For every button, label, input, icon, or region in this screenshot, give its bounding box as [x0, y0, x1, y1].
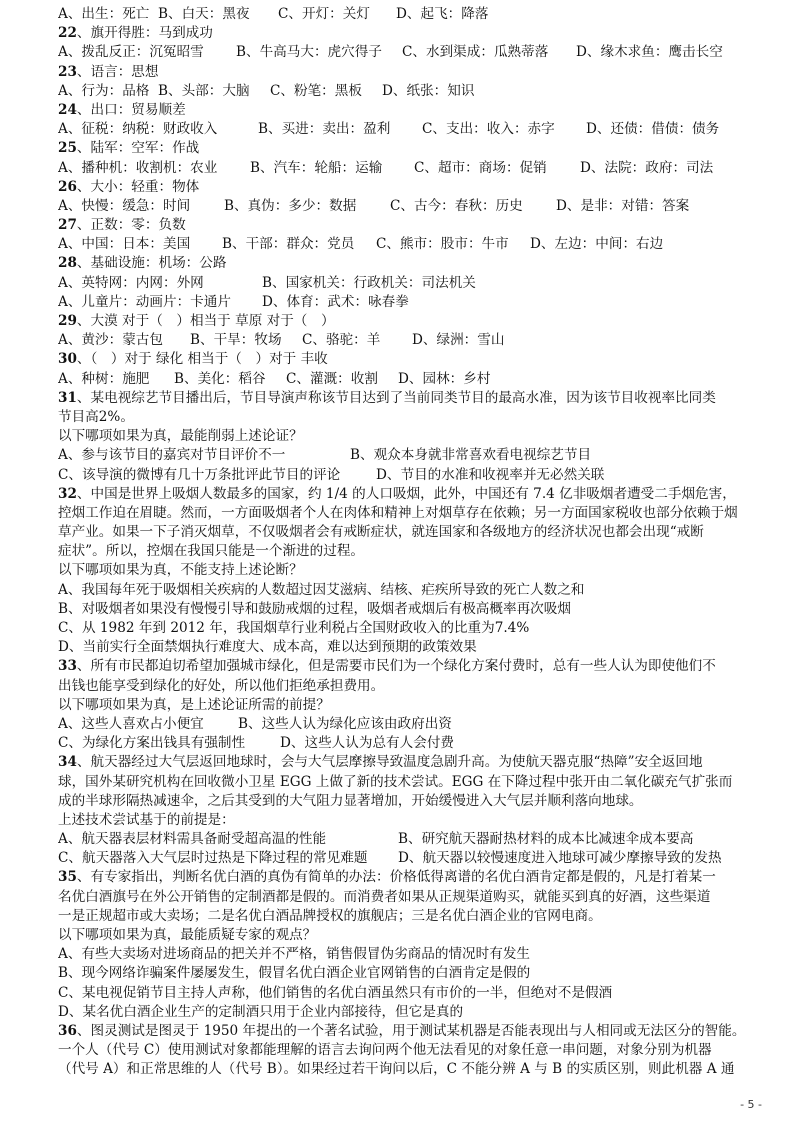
text-line: 以下哪项如果为真，最能质疑专家的观点？	[58, 927, 317, 943]
text-line: 症状”。所以，控烟在我国只能是一个渐进的过程。	[58, 543, 365, 560]
options-row	[58, 466, 760, 485]
text-line: 一个人（代号 C）使用测试对象都能理解的语言去询问两个他无法看见的对象任意一串问题，对象分别为机器	[58, 1042, 712, 1059]
text-line: 名优白酒旗号在外公开销售的定制酒都是假的。而消费者如果从正规渠道购买，就能买到真的好酒，这些渠道	[58, 888, 711, 905]
question-text: 、大漠 对于（ ）相当于 草原 对于（ ）	[76, 313, 335, 329]
options-row	[58, 197, 760, 216]
options-row	[58, 715, 760, 734]
options-row	[58, 235, 760, 254]
question-number: 28	[58, 255, 77, 272]
question-line	[58, 178, 760, 197]
options-row	[58, 159, 760, 178]
text-line: 球，国外某研究机构在回收微小卫星 EGG 上做了新的技术尝试。EGG 在下降过程中张开由二氧化碳充气扩张而	[58, 773, 733, 790]
answer-option: C、粉笔：黑板	[270, 82, 362, 99]
question-number: 26	[58, 178, 77, 195]
question-text: 、大小：轻重：物体	[76, 178, 200, 195]
question-line	[58, 350, 760, 369]
answer-option: B、白天：黑夜	[158, 6, 250, 22]
question-text: 、某电视综艺节目播出后，节目导演声称该节目达到了当前同类节目的最高水准，因为该节目收视率比同类	[76, 389, 716, 406]
answer-option: D、航天器以较慢速度进入地球可减少摩擦导致的发热	[398, 850, 722, 867]
answer-option: A、参与该节目的嘉宾对节目评价不一	[58, 447, 286, 464]
answer-option: C、超市：商场：促销	[414, 159, 547, 176]
question-number: 32	[58, 485, 77, 502]
page-number: - 5 -	[740, 1098, 762, 1111]
answer-option: A、播种机：收割机：农业	[58, 159, 218, 176]
text-line: 节目高2%。	[58, 408, 134, 425]
question-text: 、正数：零：负数	[76, 217, 186, 234]
answer-option: B、买进：卖出：盈利	[258, 121, 391, 138]
answer-option: C、水到渠成：瓜熟蒂落	[402, 44, 549, 61]
answer-option: C、熊市：股市：牛市	[376, 236, 509, 253]
answer-option: C、该导演的微博有几十万条批评此节目的评论	[58, 466, 341, 483]
options-row	[58, 849, 760, 868]
answer-option: D、这些人认为总有人会付费	[280, 735, 455, 752]
answer-option: A、出生：死亡	[58, 6, 150, 22]
answer-option: C、支出：收入：赤字	[422, 121, 555, 138]
answer-option: B、牛高马大：虎穴得子	[236, 44, 382, 61]
answer-option: A、快慢：缓急：时间	[58, 197, 191, 214]
answer-option: C、开灯：关灯	[278, 6, 370, 22]
question-line	[58, 254, 760, 273]
text-line: B、对吸烟者如果没有慢慢引导和鼓励戒烟的过程，吸烟者戒烟后有极高概率再次吸烟	[58, 600, 571, 617]
text-line: 以下哪项如果为真，最能削弱上述论证？	[58, 428, 303, 445]
question-number: 23	[58, 63, 77, 80]
question-number: 31	[58, 389, 77, 406]
answer-option: B、这些人认为绿化应该由政府出资	[238, 715, 452, 732]
question-number: 27	[58, 217, 77, 234]
question-number: 36	[58, 1022, 77, 1039]
answer-option: A、这些人喜欢占小便宜	[58, 715, 204, 732]
options-row	[58, 82, 760, 101]
question-text: 、航天器经过大气层返回地球时，会与大气层摩擦导致温度急剧升高。为使航天器克服“热障”安全返回地	[76, 754, 703, 771]
answer-option: A、征税：纳税：财政收入	[58, 121, 218, 138]
question-number: 24	[58, 101, 77, 118]
text-line: 控烟工作迫在眉睫。然而，一方面吸烟者个人在肉体和精神上对烟草存在依赖；另一方面国家税收也部分依赖于烟	[58, 504, 738, 521]
question-text: 、出口：贸易顺差	[76, 101, 186, 118]
text-line: 出钱也能享受到绿化的好处，所以他们拒绝承担费用。	[58, 677, 385, 694]
answer-option: D、绿洲：雪山	[412, 332, 505, 349]
answer-option: C、为绿化方案出钱具有强制性	[58, 735, 246, 752]
question-number: 22	[58, 25, 77, 42]
text-line: 成的半球形隔热减速伞，之后其受到的大气阻力显著增加，开始缓慢进入大气层并顺利落向地球。	[58, 792, 643, 809]
options-row	[58, 5, 760, 24]
answer-option: C、航天器落入大气层时过热是下降过程的常见难题	[58, 850, 368, 867]
question-text: 、语言：思想	[76, 63, 159, 80]
answer-option: C、古今：春秋：历史	[390, 197, 523, 214]
text-line: D、当前实行全面禁烟执行难度大、成本高，难以达到预期的政策效果	[58, 639, 477, 656]
text-line: C、从 1982 年到 2012 年，我国烟草行业利税占全国财政收入的比重为7.4%	[58, 620, 530, 636]
answer-option: D、体育：武术：咏春拳	[262, 293, 409, 310]
answer-option: A、英特网：内网：外网	[58, 274, 204, 291]
question-number: 29	[58, 313, 77, 329]
answer-option: A、航天器表层材料需具备耐受超高温的性能	[58, 831, 327, 848]
options-row	[58, 734, 760, 753]
question-line	[58, 101, 760, 120]
question-text: 、陆军：空军：作战	[76, 140, 200, 157]
answer-option: B、头部：大脑	[158, 82, 250, 99]
answer-option: D、起飞：降落	[396, 6, 489, 22]
text-line: 一是正规超市或大卖场；二是名优白酒品牌授权的旗舰店；三是名优白酒企业的官网电商。	[58, 907, 602, 924]
question-line	[58, 657, 760, 676]
question-line	[58, 753, 760, 772]
question-text: 、（ ）对于 绿化 相当于（ ）对于 丰收	[76, 351, 328, 368]
text-line: 上述技术尝试基于的前提是：	[58, 811, 235, 828]
answer-option: D、还债：借债：债务	[586, 121, 720, 138]
text-line: 以下哪项如果为真，不能支持上述论断？	[58, 562, 303, 579]
text-line: B、现今网络诈骗案件屡屡发生，假冒名优白酒企业官网销售的白酒肯定是假的	[58, 965, 531, 982]
answer-option: D、纸张：知识	[382, 82, 475, 99]
answer-option: A、行为：品格	[58, 82, 150, 99]
text-line: 以下哪项如果为真，是上述论证所需的前提？	[58, 696, 330, 713]
answer-option: B、真伪：多少：数据	[224, 197, 357, 214]
text-line: D、某名优白酒企业生产的定制酒只用于企业内部接待，但它是真的	[58, 1003, 464, 1020]
question-text: 、有专家指出，判断名优白酒的真伪有简单的办法：价格低得离谱的名优白酒肯定都是假的，凡是打着某一	[76, 869, 716, 886]
question-text: 、旗开得胜：马到成功	[76, 25, 213, 42]
text-line: A、有些大卖场对进场商品的把关并不严格，销售假冒伪劣商品的情况时有发生	[58, 946, 531, 963]
answer-option: C、灌溉：收割	[286, 370, 378, 387]
question-line	[58, 1022, 760, 1041]
options-row	[58, 331, 760, 350]
options-row	[58, 370, 760, 389]
question-line	[58, 63, 760, 82]
question-number: 34	[58, 754, 77, 771]
question-number: 33	[58, 658, 77, 675]
answer-option: B、干旱：牧场	[190, 332, 282, 349]
options-row	[58, 274, 760, 293]
answer-option: C、骆驼：羊	[302, 332, 381, 349]
options-row	[58, 293, 760, 312]
question-number: 25	[58, 140, 77, 157]
answer-option: A、拨乱反正：沉冤昭雪	[58, 44, 204, 61]
answer-option: B、国家机关：行政机关：司法机关	[262, 274, 476, 291]
answer-option: D、园林：乡村	[398, 370, 491, 387]
answer-option: D、缘木求鱼：鹰击长空	[576, 44, 723, 61]
answer-option: B、汽车：轮船：运输	[250, 159, 383, 176]
text-line: A、我国每年死于吸烟相关疾病的人数超过因艾滋病、结核、疟疾所导致的死亡人数之和	[58, 581, 585, 598]
answer-option: D、节目的水准和收视率并无必然关联	[376, 466, 605, 483]
options-row	[58, 830, 760, 849]
question-line	[58, 485, 760, 504]
answer-option: B、美化：稻谷	[174, 370, 266, 387]
question-line	[58, 389, 760, 408]
question-line	[58, 139, 760, 158]
options-row	[58, 120, 760, 139]
question-text: 、基础设施：机场：公路	[76, 255, 227, 272]
answer-option: B、干部：群众：党员	[222, 236, 355, 253]
question-number: 35	[58, 869, 77, 886]
text-line: 草产业。如果一下子消灭烟草，不仅吸烟者会有戒断症状，就连国家和各级地方的经济状况也都会出现“戒断	[58, 524, 704, 541]
text-line: （代号 A）和正常思维的人（代号 B）。如果经过若干询问以后，C 不能分辨 A 与 B 的实质区别，则此机器 A 通	[58, 1061, 735, 1078]
question-text: 、图灵测试是图灵于 1950 年提出的一个著名试验，用于测试某机器是否能表现出与人相同或无法区分的智能。	[76, 1022, 746, 1039]
answer-option: B、观众本身就非常喜欢看电视综艺节目	[350, 447, 592, 464]
question-line	[58, 24, 760, 43]
answer-option: A、儿童片：动画片：卡通片	[58, 293, 231, 310]
answer-option: B、研究航天器耐热材料的成本比减速伞成本要高	[398, 831, 694, 848]
question-line	[58, 216, 760, 235]
question-line	[58, 868, 760, 887]
answer-option: D、是非：对错：答案	[556, 197, 690, 214]
question-text: 、所有市民都迫切希望加强城市绿化，但是需要市民们为一个绿化方案付费时，总有一些人认为即使他们不	[76, 658, 716, 675]
answer-option: A、种树：施肥	[58, 370, 150, 387]
answer-option: D、左边：中间：右边	[530, 236, 664, 253]
options-row	[58, 446, 760, 465]
question-text: 、中国是世界上吸烟人数最多的国家，约 1/4 的人口吸烟，此外，中国还有 7.4 亿非吸烟者遭受二手烟危害，	[76, 485, 736, 502]
options-row	[58, 43, 760, 62]
answer-option: D、法院：政府：司法	[580, 159, 714, 176]
text-line: C、某电视促销节目主持人声称，他们销售的名优白酒虽然只有市价的一半，但绝对不是假酒	[58, 984, 613, 1001]
answer-option: A、黄沙：蒙古包	[58, 332, 163, 349]
question-line	[58, 312, 760, 331]
question-number: 30	[58, 351, 77, 368]
answer-option: A、中国：日本：美国	[58, 236, 191, 253]
